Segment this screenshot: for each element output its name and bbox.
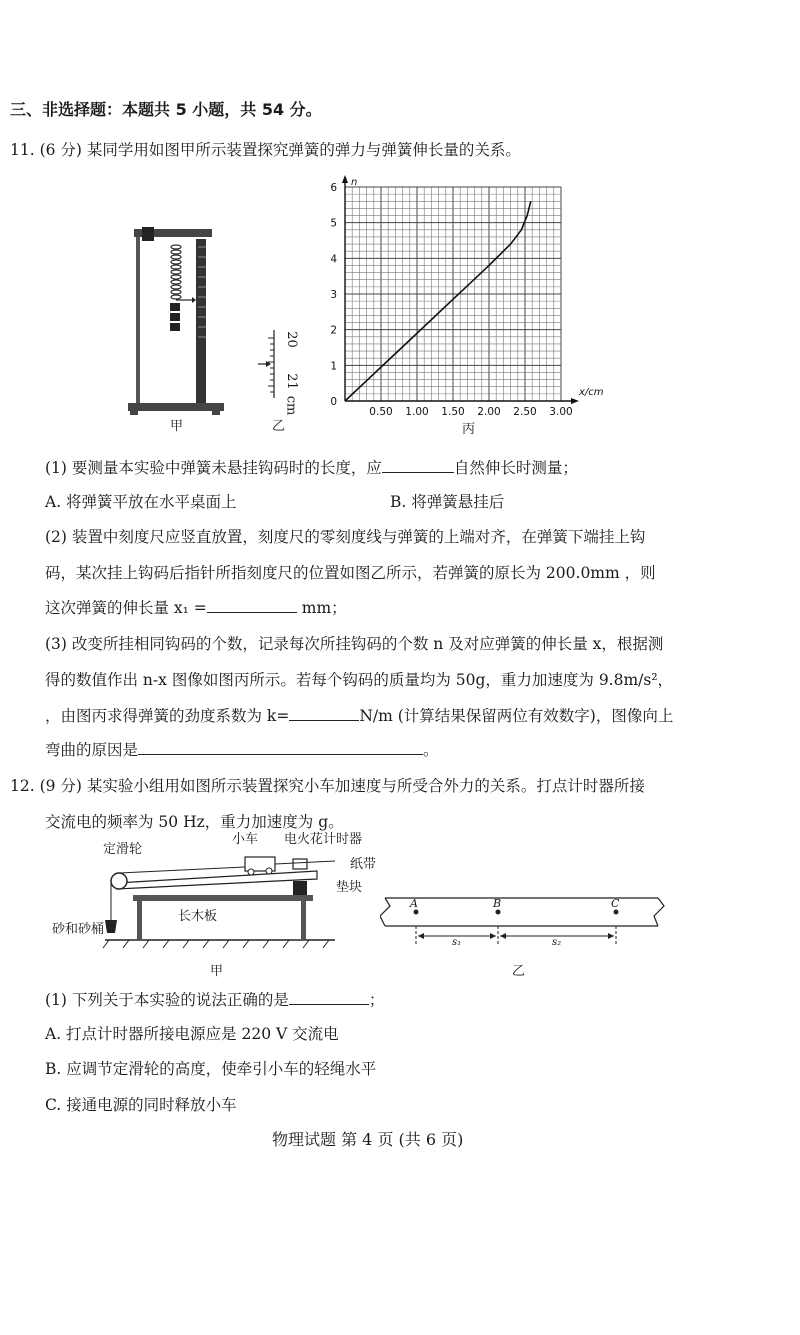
q12-fig-yi-caption: 乙 (512, 964, 526, 979)
q12-label-sand: 砂和砂桶 (52, 922, 105, 937)
q11-part3-text-a: ，由图丙求得弹簧的劲度系数为 k= (45, 707, 290, 725)
q12-label-pulley: 定滑轮 (103, 842, 143, 857)
q11-option-b: B. 将弹簧悬挂后 (390, 493, 505, 511)
q12-figure-jia (95, 845, 365, 960)
q11-part3-text-c: 弯曲的原因是 (45, 741, 139, 759)
q12-option-b: B. 应调节定滑轮的高度，使牵引小车的轻绳水平 (45, 1060, 377, 1078)
q12-stem-line1: 12. (9 分) 某实验小组用如图所示装置探究小车加速度与所受合外力的关系。打点计时器所接 (10, 777, 645, 795)
q12-fig-jia-caption: 甲 (210, 964, 224, 979)
y-tick-label: 1 (330, 360, 337, 373)
q11-fig-jia-caption: 甲 (170, 419, 184, 434)
q12-part1-text-b: ； (368, 991, 385, 1009)
y-axis-arrow (342, 175, 348, 183)
x-tick-label: 3.00 (549, 406, 573, 418)
q12-part1-text-a: (1) 下列关于本实验的说法正确的是 (45, 991, 289, 1009)
q11-blank-1[interactable] (382, 458, 454, 473)
tape-label-s2: s₂ (552, 937, 562, 948)
q11-part2-text-b: mm； (301, 599, 347, 617)
tape-point-c: C (611, 897, 620, 910)
page-footer: 物理试题 第 4 页 (共 6 页) (272, 1130, 464, 1149)
ruler-label-21: 21 (283, 373, 299, 390)
x-tick-label: 0.50 (369, 406, 393, 418)
y-tick-label: 5 (330, 217, 337, 230)
section-title: 三、非选择题：本题共 5 小题，共 54 分。 (10, 100, 322, 119)
q11-part2-line3 (45, 598, 347, 618)
q11-figure-jia (128, 225, 228, 420)
tape-point-b: B (493, 897, 502, 910)
tape-label-s1: s₁ (452, 937, 462, 948)
q11-fig-bing-caption: 丙 (462, 422, 476, 437)
q11-part3-line1: (3) 改变所挂相同钩码的个数，记录每次所挂钩码的个数 n 及对应弹簧的伸长量 x，根据测 (45, 635, 664, 653)
q11-fig-yi-caption: 乙 (272, 419, 286, 434)
q11-part2-line2: 码，某次挂上钩码后指针所指刻度尺的位置如图乙所示，若弹簧的原长为 200.0mm ，则 (45, 564, 656, 582)
q12-figure-yi-tape (380, 890, 670, 960)
q11-option-a: A. 将弹簧平放在水平桌面上 (45, 493, 237, 511)
q12-label-board: 长木板 (178, 909, 218, 924)
q11-part1-text-a: (1) 要测量本实验中弹簧未悬挂钩码时的长度，应 (45, 459, 382, 477)
q11-stem: 11. (6 分) 某同学用如图甲所示装置探究弹簧的弹力与弹簧伸长量的关系。 (10, 141, 521, 159)
q11-part1-text-b: 自然伸长时测量； (453, 459, 578, 477)
q12-label-cart: 小车 (232, 832, 259, 847)
x-tick-label: 1.00 (405, 406, 429, 418)
q11-part3-text-d: 。 (423, 741, 439, 759)
x-tick-label: 2.00 (477, 406, 501, 418)
y-axis-label: n (351, 177, 358, 188)
q12-option-a: A. 打点计时器所接电源应是 220 V 交流电 (45, 1025, 339, 1043)
q11-part1 (45, 458, 578, 478)
q12-blank-1[interactable] (289, 990, 369, 1005)
q11-blank-2[interactable] (207, 598, 297, 613)
q11-part3-text-b: N/m (计算结果保留两位有效数字)，图像向上 (359, 707, 674, 725)
q11-part3-line3 (45, 706, 673, 726)
q11-blank-3[interactable] (289, 706, 359, 721)
x-axis-arrow (571, 398, 579, 404)
q11-part3-line2: 得的数值作出 n-x 图像如图丙所示。若每个钩码的质量均为 50g，重力加速度为 9.8m/s²， (45, 671, 674, 689)
ruler-label-20: 20 (283, 331, 299, 348)
y-tick-label: 4 (330, 253, 337, 266)
q11-part3-line4 (45, 740, 439, 760)
q11-part2-line1: (2) 装置中刻度尺应竖直放置，刻度尺的零刻度线与弹簧的上端对齐，在弹簧下端挂上钩 (45, 528, 646, 546)
x-tick-label: 2.50 (513, 406, 537, 418)
q12-label-timer: 电火花计时器 (284, 832, 363, 847)
q11-part2-text-a: 这次弹簧的伸长量 x₁ = (45, 599, 207, 617)
q12-label-tape: 纸带 (350, 857, 377, 872)
q11-blank-4[interactable] (138, 740, 423, 755)
q12-stem-line2: 交流电的频率为 50 Hz，重力加速度为 g。 (45, 813, 344, 831)
x-tick-label: 1.50 (441, 406, 465, 418)
y-tick-label: 6 (330, 182, 337, 194)
ruler-label-cm: cm (283, 395, 299, 416)
y-tick-label: 3 (330, 289, 337, 301)
origin-label: 0 (330, 396, 337, 408)
y-tick-label: 2 (330, 324, 337, 337)
x-axis-label: x/cm (579, 387, 604, 398)
q12-label-block: 垫块 (336, 880, 363, 895)
q12-option-c: C. 接通电源的同时释放小车 (45, 1096, 237, 1114)
q12-part1 (45, 990, 384, 1010)
n-x-chart (325, 175, 615, 420)
tape-point-a: A (410, 897, 418, 910)
